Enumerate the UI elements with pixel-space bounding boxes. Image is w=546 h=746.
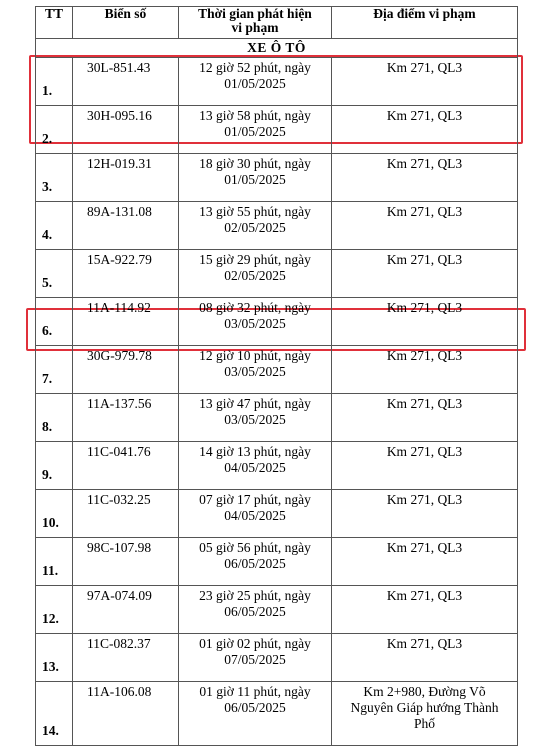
table-row xyxy=(36,586,518,634)
violation-time xyxy=(179,682,332,746)
location-line1: Km 2+980, Đường Võ xyxy=(363,684,486,699)
table-row xyxy=(36,346,518,394)
time-line2: 07/05/2025 xyxy=(224,652,286,667)
license-plate: 11C-041.76 xyxy=(73,442,179,490)
license-plate: 11A-106.08 xyxy=(73,682,179,746)
violation-time xyxy=(179,202,332,250)
violation-time xyxy=(179,58,332,106)
violation-time xyxy=(179,394,332,442)
violation-time xyxy=(179,346,332,394)
time-line1: 15 giờ 29 phút, ngày xyxy=(199,252,311,267)
time-line1: 12 giờ 10 phút, ngày xyxy=(199,348,311,363)
license-plate: 89A-131.08 xyxy=(73,202,179,250)
time-line1: 08 giờ 32 phút, ngày xyxy=(199,300,311,315)
table-row xyxy=(36,106,518,154)
violation-location: Km 271, QL3 xyxy=(332,490,518,538)
license-plate: 11A-137.56 xyxy=(73,394,179,442)
row-number: 8. xyxy=(36,394,73,442)
header-tt: TT xyxy=(36,7,73,39)
violations-table xyxy=(35,6,518,746)
table-row xyxy=(36,490,518,538)
time-line2: 02/05/2025 xyxy=(224,268,286,283)
violation-location: Km 271, QL3 xyxy=(332,538,518,586)
violation-location: Km 271, QL3 xyxy=(332,154,518,202)
time-line1: 05 giờ 56 phút, ngày xyxy=(199,540,311,555)
time-line2: 01/05/2025 xyxy=(224,172,286,187)
section-title: XE Ô TÔ xyxy=(36,39,518,58)
time-line2: 04/05/2025 xyxy=(224,460,286,475)
license-plate: 12H-019.31 xyxy=(73,154,179,202)
time-line2: 06/05/2025 xyxy=(224,604,286,619)
violation-time xyxy=(179,490,332,538)
violation-location: Km 271, QL3 xyxy=(332,106,518,154)
time-line1: 18 giờ 30 phút, ngày xyxy=(199,156,311,171)
time-line2: 03/05/2025 xyxy=(224,316,286,331)
table-row xyxy=(36,58,518,106)
row-number: 1. xyxy=(36,58,73,106)
table-header-row xyxy=(36,7,518,39)
section-row xyxy=(36,39,518,58)
header-time-line1: Thời gian phát hiện xyxy=(198,6,312,21)
time-line2: 03/05/2025 xyxy=(224,364,286,379)
table-row xyxy=(36,154,518,202)
violation-time xyxy=(179,250,332,298)
time-line1: 13 giờ 47 phút, ngày xyxy=(199,396,311,411)
time-line1: 01 giờ 11 phút, ngày xyxy=(199,684,311,699)
row-number: 12. xyxy=(36,586,73,634)
violation-time xyxy=(179,538,332,586)
row-number: 5. xyxy=(36,250,73,298)
license-plate: 15A-922.79 xyxy=(73,250,179,298)
license-plate: 30G-979.78 xyxy=(73,346,179,394)
row-number: 4. xyxy=(36,202,73,250)
time-line1: 07 giờ 17 phút, ngày xyxy=(199,492,311,507)
location-line2: Nguyên Giáp hướng Thành xyxy=(350,700,499,715)
header-time xyxy=(179,7,332,39)
table-row xyxy=(36,682,518,746)
violation-location: Km 271, QL3 xyxy=(332,442,518,490)
license-plate: 30H-095.16 xyxy=(73,106,179,154)
violation-time xyxy=(179,106,332,154)
table-row xyxy=(36,442,518,490)
violation-location: Km 271, QL3 xyxy=(332,58,518,106)
time-line1: 12 giờ 52 phút, ngày xyxy=(199,60,311,75)
table-row xyxy=(36,538,518,586)
license-plate: 11C-032.25 xyxy=(73,490,179,538)
table-row xyxy=(36,394,518,442)
location-line3: Phố xyxy=(413,716,435,731)
license-plate: 98C-107.98 xyxy=(73,538,179,586)
row-number: 11. xyxy=(36,538,73,586)
time-line1: 13 giờ 58 phút, ngày xyxy=(199,108,311,123)
row-number: 7. xyxy=(36,346,73,394)
violation-time xyxy=(179,442,332,490)
violation-location: Km 271, QL3 xyxy=(332,346,518,394)
header-location: Địa điểm vi phạm xyxy=(332,7,518,39)
violation-time xyxy=(179,154,332,202)
violation-location: Km 271, QL3 xyxy=(332,250,518,298)
violation-time xyxy=(179,634,332,682)
row-number: 6. xyxy=(36,298,73,346)
row-number: 14. xyxy=(36,682,73,746)
header-plate: Biển số xyxy=(73,7,179,39)
time-line1: 14 giờ 13 phút, ngày xyxy=(199,444,311,459)
table-row xyxy=(36,202,518,250)
license-plate: 11A-114.92 xyxy=(73,298,179,346)
violation-location xyxy=(332,682,518,746)
violation-location: Km 271, QL3 xyxy=(332,298,518,346)
violation-time xyxy=(179,586,332,634)
row-number: 13. xyxy=(36,634,73,682)
violation-location: Km 271, QL3 xyxy=(332,394,518,442)
row-number: 9. xyxy=(36,442,73,490)
time-line2: 06/05/2025 xyxy=(224,556,286,571)
violation-location: Km 271, QL3 xyxy=(332,202,518,250)
time-line1: 01 giờ 02 phút, ngày xyxy=(199,636,311,651)
table-row xyxy=(36,250,518,298)
license-plate: 11C-082.37 xyxy=(73,634,179,682)
violation-location: Km 271, QL3 xyxy=(332,634,518,682)
time-line2: 04/05/2025 xyxy=(224,508,286,523)
time-line2: 01/05/2025 xyxy=(224,124,286,139)
time-line2: 01/05/2025 xyxy=(224,76,286,91)
time-line1: 13 giờ 55 phút, ngày xyxy=(199,204,311,219)
row-number: 2. xyxy=(36,106,73,154)
table-row xyxy=(36,298,518,346)
time-line2: 02/05/2025 xyxy=(224,220,286,235)
violation-time xyxy=(179,298,332,346)
violation-location: Km 271, QL3 xyxy=(332,586,518,634)
header-time-line2: vi phạm xyxy=(231,20,279,35)
time-line2: 03/05/2025 xyxy=(224,412,286,427)
license-plate: 30L-851.43 xyxy=(73,58,179,106)
time-line1: 23 giờ 25 phút, ngày xyxy=(199,588,311,603)
row-number: 10. xyxy=(36,490,73,538)
license-plate: 97A-074.09 xyxy=(73,586,179,634)
row-number: 3. xyxy=(36,154,73,202)
table-row xyxy=(36,634,518,682)
time-line2: 06/05/2025 xyxy=(224,700,286,715)
